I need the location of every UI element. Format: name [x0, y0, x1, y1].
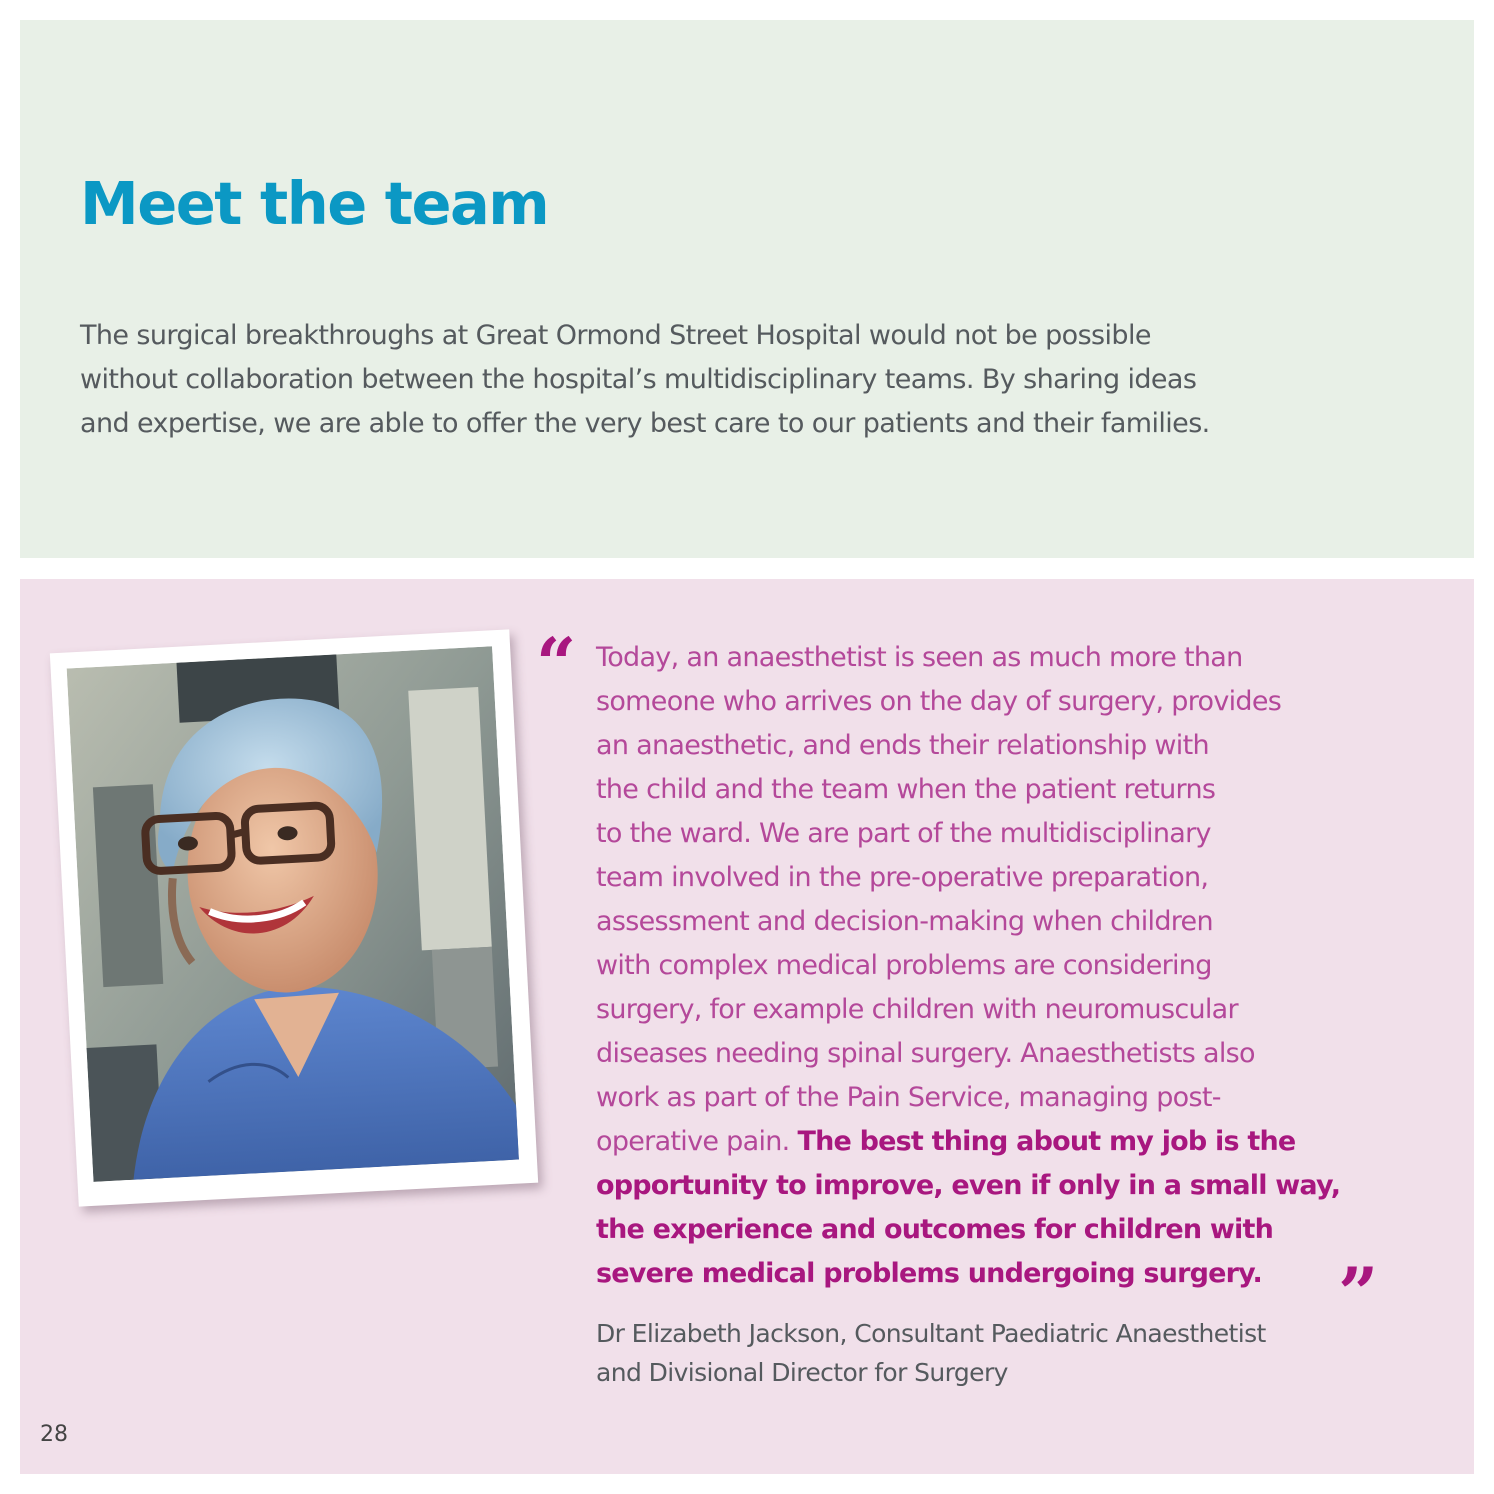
quote-line: someone who arrives on the day of surgery, provides — [596, 686, 1282, 717]
quote-line: Today, an anaesthetist is seen as much more than — [596, 642, 1243, 673]
quote-line: with complex medical problems are considering — [596, 950, 1212, 981]
open-quote-mark: “ — [536, 622, 577, 705]
quote-mixed-line — [596, 1120, 1356, 1164]
quote-line: diseases needing spinal surgery. Anaesthetists also — [596, 1038, 1255, 1069]
quote-emphasis-fragment: The best thing about my job is the — [797, 1126, 1296, 1157]
quote-attribution — [596, 1314, 1356, 1392]
quote-line: an anaesthetic, and ends their relationship with — [596, 730, 1209, 761]
quote-line: work as part of the Pain Service, managing post- — [596, 1082, 1221, 1113]
testimonial-quote — [596, 636, 1356, 1296]
quote-line: assessment and decision-making when children — [596, 906, 1213, 937]
attribution-name-title: Dr Elizabeth Jackson, Consultant Paediatric Anaesthetist — [596, 1319, 1266, 1348]
quote-emphasis-line: the experience and outcomes for children with — [596, 1214, 1273, 1245]
quote-line: to the ward. We are part of the multidisciplinary — [596, 818, 1211, 849]
intro-paragraph: The surgical breakthroughs at Great Ormond Street Hospital would not be possible without collaboration between the hospital’s multidisciplinary teams. By sharing ideas and expertise, we are able to offer the very best care to our patients and their families. — [80, 320, 1210, 439]
quote-emphasis-line: severe medical problems undergoing surgery. — [596, 1258, 1262, 1289]
staff-photo — [50, 629, 538, 1206]
quote-line: surgery, for example children with neuromuscular — [596, 994, 1238, 1025]
quote-plain-fragment: operative pain. — [596, 1126, 798, 1157]
portrait-image — [67, 646, 519, 1182]
attribution-role: and Divisional Director for Surgery — [596, 1358, 1008, 1387]
intro-panel — [20, 20, 1474, 558]
quote-line: the child and the team when the patient returns — [596, 774, 1216, 805]
quote-emphasis-line: opportunity to improve, even if only in a small way, — [596, 1170, 1341, 1201]
quote-line: team involved in the pre-operative preparation, — [596, 862, 1209, 893]
page-number: 28 — [40, 1422, 68, 1447]
close-quote-mark: ” — [1338, 1252, 1379, 1335]
page-title: Meet the team — [80, 169, 549, 238]
